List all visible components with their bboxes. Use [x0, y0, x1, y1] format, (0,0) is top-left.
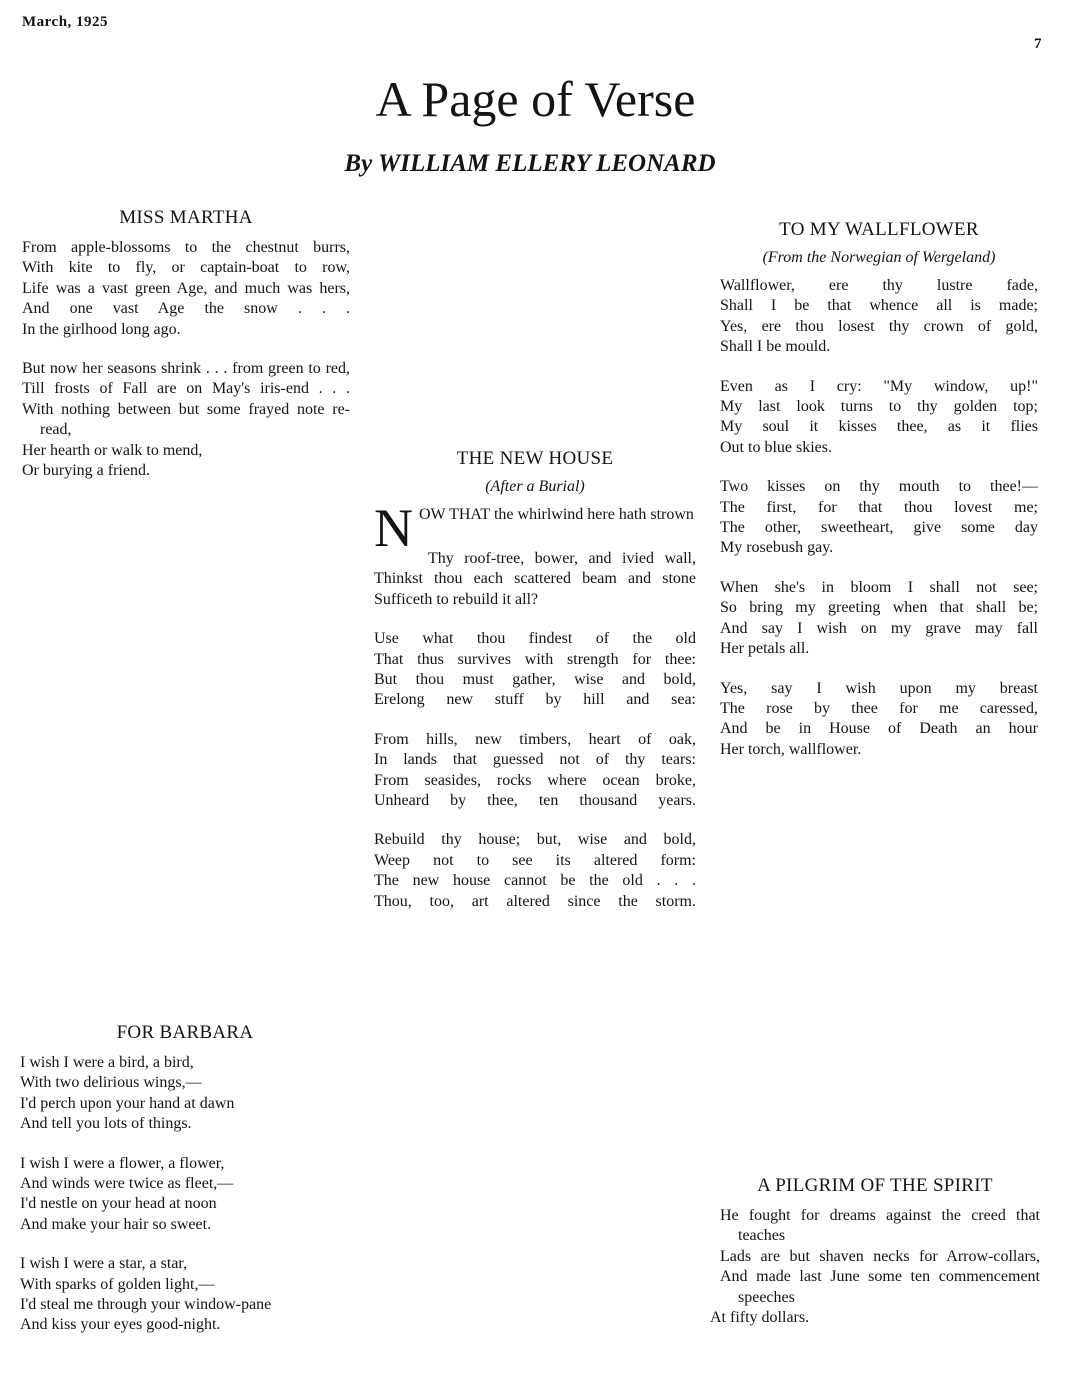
poem-subtitle: (From the Norwegian of Wergeland) — [762, 249, 996, 266]
poem-body — [20, 1053, 350, 1336]
page-title: A Page of Verse — [375, 71, 696, 127]
stanza — [22, 359, 350, 481]
first-line-rest: the whirlwind here hath strown — [489, 506, 694, 523]
stanza — [20, 1154, 350, 1236]
poem-line: Life was a vast green Age, and much was hers, — [22, 279, 350, 297]
poem-line: And one vast Age the snow . . . — [22, 300, 350, 318]
poem-line: And tell you lots of things. — [20, 1115, 192, 1133]
poem-body — [710, 1206, 1040, 1308]
poem-line: From apple-blossoms to the chestnut burrs, — [22, 239, 350, 256]
poem-line: Out to blue skies. — [720, 438, 832, 456]
stanza — [20, 1254, 350, 1336]
poem-line: Her petals all. — [720, 640, 810, 658]
poem-line: In lands that guessed not of thy tears: — [374, 751, 696, 769]
poem-line: Yes, say I wish upon my breast — [720, 679, 1038, 697]
poem-line: I wish I were a star, a star, — [20, 1255, 188, 1273]
poem-subtitle: (After a Burial) — [485, 478, 585, 495]
poem-title: FOR BARBARA — [116, 1022, 254, 1043]
poem-line: With kite to fly, or captain-boat to row, — [22, 259, 350, 277]
poem-line: With nothing between but some frayed note re-read, — [22, 400, 350, 439]
poem-line: But now her seasons shrink . . . from green to red, — [22, 360, 350, 378]
drop-cap: N — [374, 498, 413, 558]
poem-line: And winds were twice as fleet,— — [20, 1175, 234, 1193]
poem-line: I'd steal me through your window-pane — [20, 1296, 272, 1314]
poem-line: With sparks of golden light,— — [20, 1275, 215, 1293]
stanza — [720, 276, 1038, 358]
poem-line: When she's in bloom I shall not see; — [720, 578, 1038, 596]
stanza — [20, 1053, 350, 1135]
poem-line: The new house cannot be the old . . . — [374, 872, 696, 890]
poem-title: TO MY WALLFLOWER — [779, 219, 979, 240]
poem-body — [22, 238, 350, 481]
poem-line: At fifty dollars. — [710, 1309, 810, 1327]
poem-body — [374, 498, 696, 912]
running-head-date: March, 1925 — [22, 14, 109, 30]
poem-title: A PILGRIM OF THE SPIRIT — [757, 1175, 993, 1196]
poem-line: The rose by thee for me caressed, — [720, 699, 1038, 717]
poem-line: I wish I were a bird, a bird, — [20, 1054, 194, 1071]
poem-line: My last look turns to thy golden top; — [720, 398, 1038, 416]
poem-line: Wallflower, ere thy lustre fade, — [720, 277, 1038, 294]
poem-wallflower — [720, 219, 1038, 779]
poem-line: My rosebush gay. — [720, 539, 834, 557]
poem-title: MISS MARTHA — [119, 207, 253, 228]
poem-line: And make your hair so sweet. — [20, 1215, 212, 1233]
poem-line — [374, 505, 696, 525]
poem-line: Or burying a friend. — [22, 462, 150, 480]
poem-line: And kiss your eyes good-night. — [20, 1316, 221, 1334]
poem-line: Sufficeth to rebuild it all? — [374, 590, 539, 608]
poem-title: THE NEW HOUSE — [456, 448, 614, 469]
poem-line: The first, for that thou lovest me; — [720, 498, 1038, 516]
poem-line: And say I wish on my grave may fall — [720, 619, 1038, 637]
poem-miss-martha — [22, 207, 350, 500]
poem-line: With two delirious wings,— — [20, 1074, 202, 1092]
poem-line: Use what thou findest of the old — [374, 630, 696, 648]
byline-author: WILLIAM ELLERY LEONARD — [378, 150, 716, 177]
stanza — [22, 238, 350, 340]
stanza — [720, 578, 1038, 660]
poem-line: And made last June some ten commencement speeches — [720, 1268, 1040, 1306]
byline-prefix: By — [344, 150, 373, 177]
poem-for-barbara — [20, 1022, 350, 1355]
poem-line: Lads are but shaven necks for Arrow-collars, — [720, 1247, 1040, 1265]
poem-line: I wish I were a flower, a flower, — [20, 1154, 225, 1172]
poem-line: Shall I be mould. — [720, 338, 831, 356]
poem-body — [720, 276, 1038, 760]
poem-line: Thinkst thou each scattered beam and stone — [374, 570, 696, 588]
stanza — [720, 679, 1038, 761]
poem-line: My soul it kisses thee, as it flies — [720, 418, 1038, 436]
poem-line: From seasides, rocks where ocean broke, — [374, 771, 696, 789]
byline — [0, 150, 1060, 178]
poem-line: Till frosts of Fall are on May's iris-end . . . — [22, 380, 350, 398]
page-number: 7 — [1034, 36, 1042, 52]
stanza — [374, 629, 696, 711]
poem-line: I'd perch upon your hand at dawn — [20, 1094, 235, 1112]
stanza — [720, 477, 1038, 559]
poem-line: I'd nestle on your head at noon — [20, 1195, 217, 1213]
poem-stanzas — [374, 629, 696, 912]
poem-line: Weep not to see its altered form: — [374, 851, 696, 869]
poem-line: Her hearth or walk to mend, — [22, 441, 203, 459]
stanza — [720, 1206, 1040, 1308]
poem-line: Thou, too, art altered since the storm. — [374, 892, 696, 910]
poem-line: Yes, ere thou losest thy crown of gold, — [720, 317, 1038, 335]
stanza — [374, 730, 696, 812]
poem-line: But thou must gather, wise and bold, — [374, 671, 696, 689]
poem-line: So bring my greeting when that shall be; — [720, 599, 1038, 617]
poem-line: Shall I be that whence all is made; — [720, 297, 1038, 315]
stanza — [720, 377, 1038, 459]
poem-new-house — [374, 448, 696, 931]
poem-line: Erelong new stuff by hill and sea: — [374, 691, 696, 709]
poem-line: Even as I cry: "My window, up!" — [720, 377, 1038, 395]
poem-line: Two kisses on thy mouth to thee!— — [720, 478, 1038, 496]
poem-line: Her torch, wallflower. — [720, 740, 862, 758]
poem-line: From hills, new timbers, heart of oak, — [374, 730, 696, 748]
poem-line: That thus survives with strength for thee: — [374, 650, 696, 668]
first-line-caps: OW THAT — [419, 506, 490, 523]
stanza — [374, 830, 696, 912]
stanza — [374, 498, 696, 610]
poem-line: The other, sweetheart, give some day — [720, 519, 1038, 537]
poem-line: Rebuild thy house; but, wise and bold, — [374, 831, 696, 849]
poem-line: Unheard by thee, ten thousand years. — [374, 792, 696, 810]
poem-line: In the girlhood long ago. — [22, 320, 181, 338]
poem-line: And be in House of Death an hour — [720, 720, 1038, 738]
poem-line: Thy roof-tree, bower, and ivied wall, — [428, 550, 696, 567]
poem-pilgrim — [710, 1175, 1040, 1328]
poem-line: He fought for dreams against the creed that teaches — [720, 1207, 1040, 1245]
